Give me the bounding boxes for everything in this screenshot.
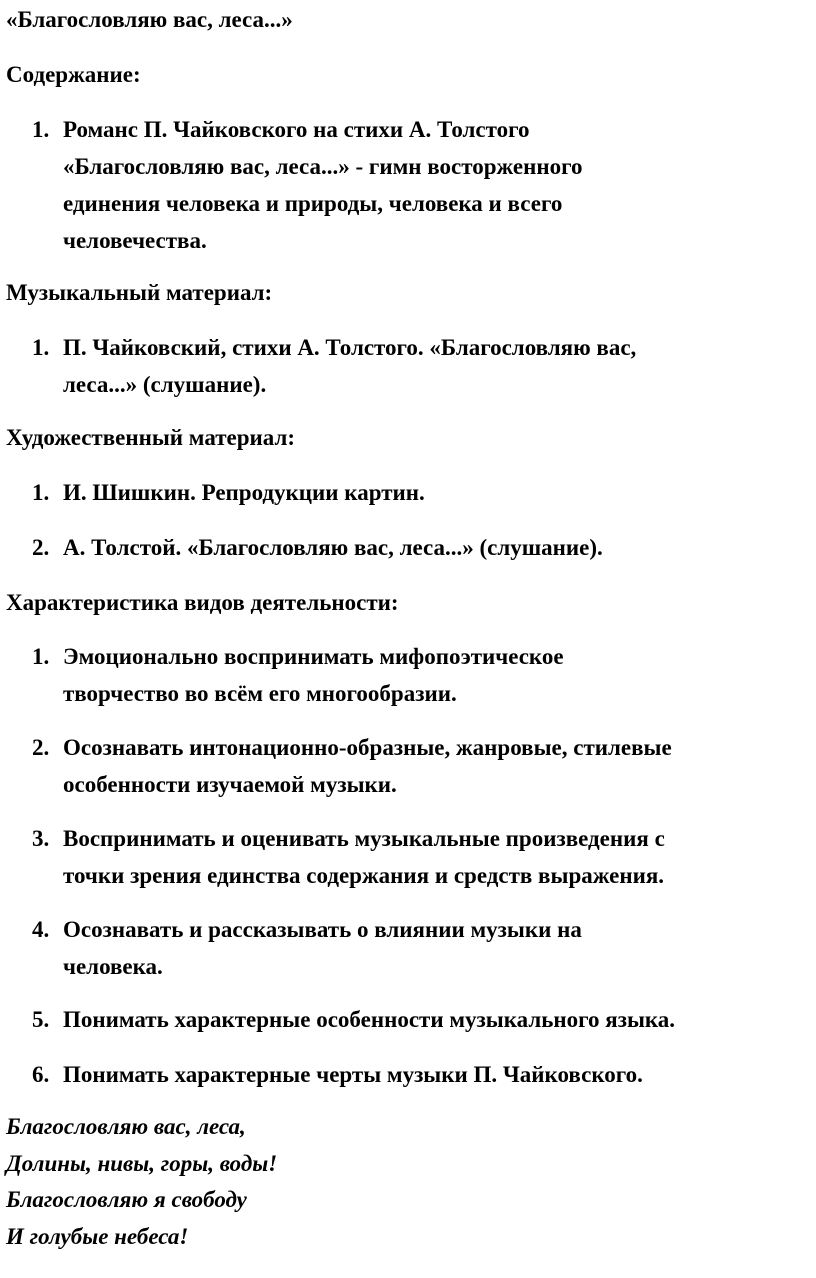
art-heading: Художественный материал: (6, 425, 296, 450)
music-heading: Музыкальный материал: (6, 280, 273, 305)
content-list (6, 111, 814, 259)
list-item-line: точки зрения единства содержания и средств выражения. (63, 863, 665, 888)
list-item-line: Понимать характерные особенности музыкального языка. (63, 1007, 676, 1032)
list-item-line: леса...» (слушание). (63, 372, 267, 397)
activities-heading: Характеристика видов деятельности: (6, 590, 399, 615)
list-item (6, 329, 814, 403)
list-item-line: особенности изучаемой музыки. (63, 772, 397, 797)
music-list (6, 329, 814, 403)
document-title: «Благословляю вас, леса...» (6, 7, 293, 32)
verse-line: Благословляю вас, леса, (6, 1114, 246, 1139)
list-item (6, 1001, 814, 1038)
list-item-number: 1. (32, 644, 50, 669)
activities-list-item-2 (6, 729, 814, 803)
list-item (6, 1056, 814, 1093)
list-item (6, 729, 814, 803)
list-item (6, 911, 814, 985)
list-item-number: 5. (32, 1007, 50, 1032)
list-item-line: Воспринимать и оценивать музыкальные произведения с (63, 826, 665, 851)
list-item-number: 1. (32, 335, 50, 360)
verse-line: И голубые небеса! (6, 1223, 189, 1249)
activities-list-item-5 (6, 1001, 814, 1038)
list-item-number: 4. (32, 917, 50, 942)
list-item (6, 638, 814, 712)
activities-list-item-4 (6, 911, 814, 985)
list-item-line: единения человека и природы, человека и всего (63, 191, 563, 216)
list-item-line: Осознавать интонационно-образные, жанровые, стилевые (63, 735, 672, 760)
list-item-line: «Благословляю вас, леса...» - гимн восторженного (63, 154, 583, 179)
art-list-item-2 (6, 529, 814, 566)
list-item (6, 474, 814, 511)
list-item-line: Эмоционально воспринимать мифопоэтическое (63, 644, 564, 669)
list-item-number: 3. (32, 826, 50, 851)
list-item-line: человека. (63, 954, 163, 979)
list-item (6, 111, 814, 259)
list-item-line: человечества. (63, 228, 207, 253)
verse-line: Долины, нивы, горы, воды! (6, 1150, 278, 1176)
list-item-line: А. Толстой. «Благословляю вас, леса...» (слушание). (63, 535, 603, 560)
art-list-item-1 (6, 474, 814, 511)
list-item-line: творчество во всём его многообразии. (63, 681, 457, 706)
list-item (6, 820, 814, 894)
activities-list-item-3 (6, 820, 814, 894)
verse-line: Благословляю я свободу (6, 1187, 247, 1212)
content-heading: Содержание: (6, 62, 141, 87)
activities-list-item-1 (6, 638, 814, 712)
list-item-number: 1. (32, 117, 50, 142)
list-item-number: 2. (32, 735, 50, 760)
list-item-line: Понимать характерные черты музыки П. Чайковского. (63, 1062, 643, 1087)
list-item-line: И. Шишкин. Репродукции картин. (63, 480, 425, 505)
list-item-number: 2. (32, 535, 50, 560)
list-item-number: 6. (32, 1062, 50, 1087)
list-item-line: П. Чайковский, стихи А. Толстого. «Благословляю вас, (63, 335, 637, 360)
activities-list-item-6 (6, 1056, 814, 1093)
list-item-number: 1. (32, 480, 50, 505)
list-item (6, 529, 814, 566)
poem-verse (6, 1109, 277, 1255)
list-item-line: Романс П. Чайковского на стихи А. Толстого (63, 117, 530, 142)
list-item-line: Осознавать и рассказывать о влиянии музыки на (63, 917, 582, 942)
